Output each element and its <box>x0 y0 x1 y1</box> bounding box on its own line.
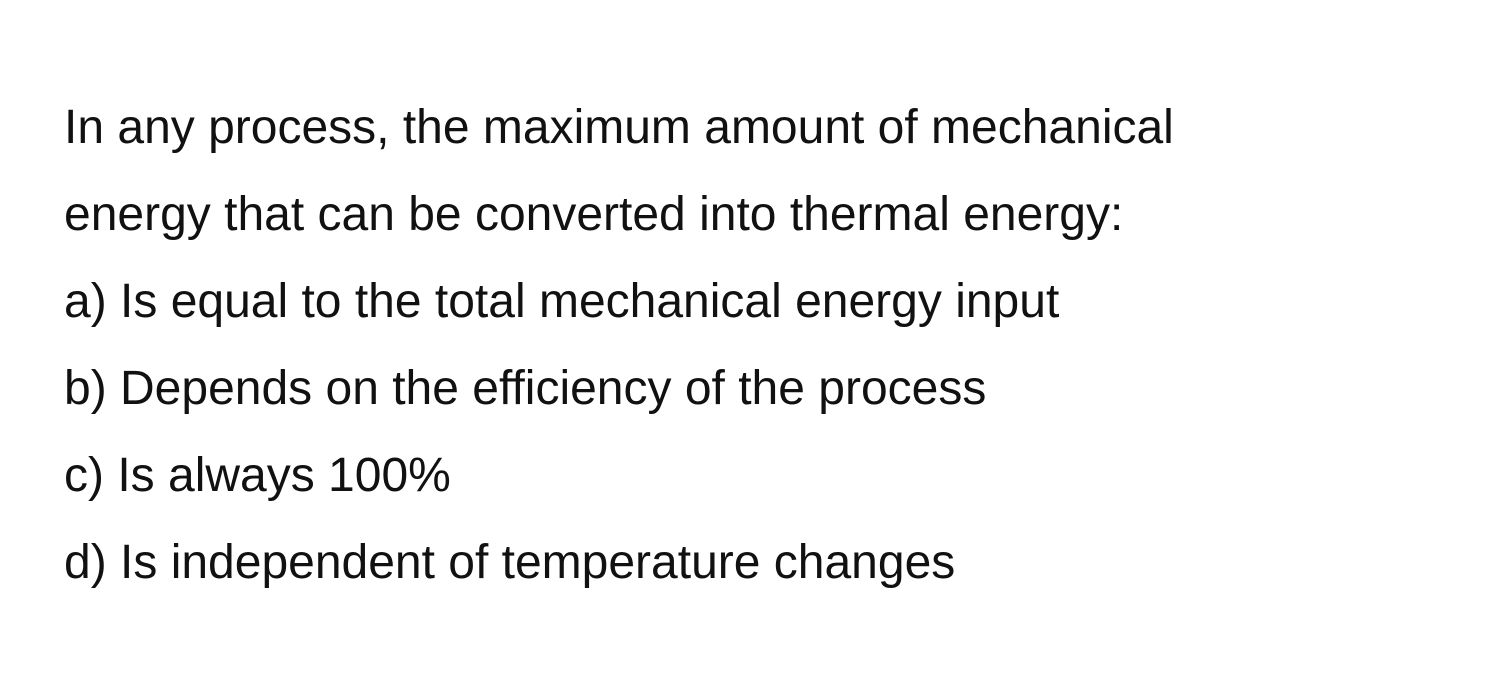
option-c: c) Is always 100% <box>64 449 451 502</box>
option-d: d) Is independent of temperature changes <box>64 536 956 589</box>
question-text-line-2: energy that can be converted into thermal energy: <box>64 188 1124 241</box>
question-block <box>64 84 1464 606</box>
option-b: b) Depends on the efficiency of the process <box>64 362 987 415</box>
question-text-line-1: In any process, the maximum amount of mechanical <box>64 101 1174 154</box>
option-a: a) Is equal to the total mechanical energy input <box>64 275 1060 328</box>
